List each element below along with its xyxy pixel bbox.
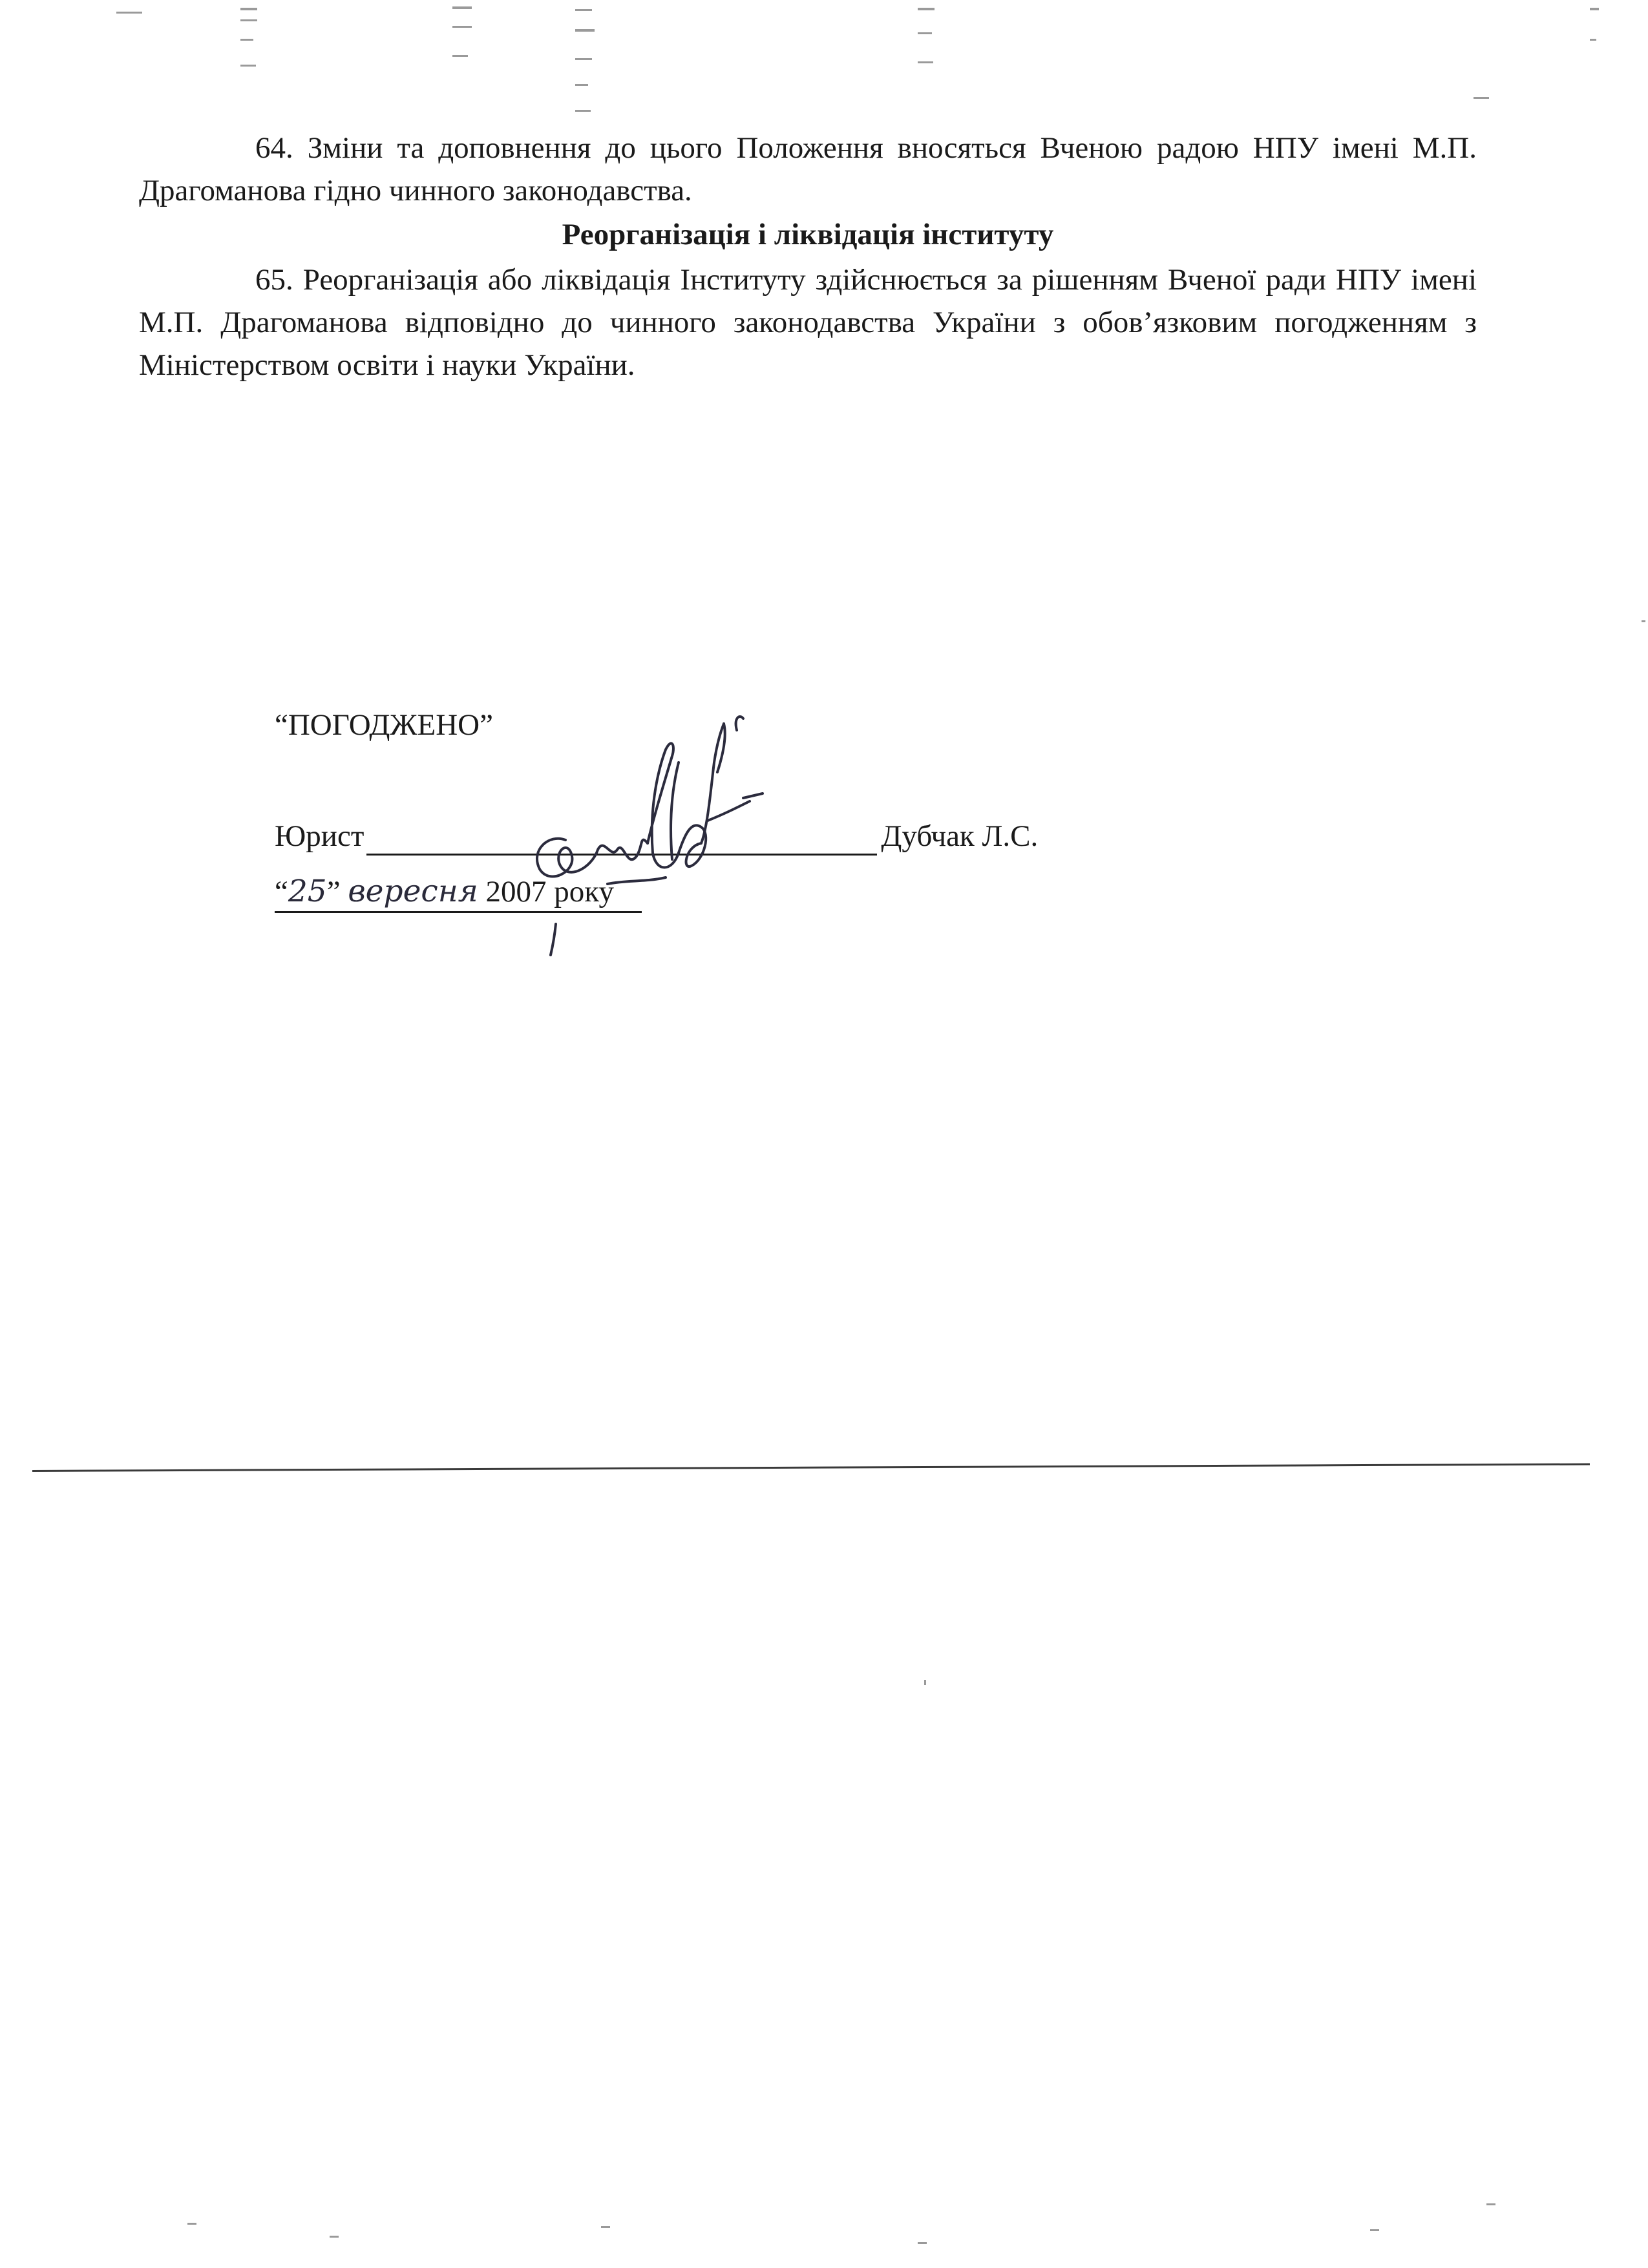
paragraph-64-text: Зміни та доповнення до цього Положення вносяться Вченою радою НПУ імені М.П. Драгоманова гідно чинного законодавства. [139,131,1477,207]
paragraph-65-number: 65. [255,263,293,297]
signer-name: Дубчак Л.С. [881,819,1039,853]
agreed-label: “ПОГОДЖЕНО” [275,708,493,742]
section-heading: Реорганізація і ліквідація інституту [562,218,1054,251]
paragraph-64 [139,127,1477,212]
horizontal-rule [32,1463,1590,1472]
date-year: 2007 року [485,875,614,908]
signer-role: Юрист [275,819,364,853]
paragraph-65 [139,258,1477,386]
date-open-quote: “ [275,875,288,908]
paragraph-65-text: Реорганізація або ліквідація Інституту здійснюється за рішенням Вченої ради НПУ імені М.П. Драгоманова відповідно до чинного законодавства України з обов’язковим погодженням з Міністерством освіти і науки України. [139,263,1477,382]
handwritten-signature [478,711,776,956]
date-day: 25 [288,874,327,909]
paragraph-64-number: 64. [255,131,293,165]
date-month: вересня [348,874,478,909]
date-close-quote: ” [326,875,341,908]
